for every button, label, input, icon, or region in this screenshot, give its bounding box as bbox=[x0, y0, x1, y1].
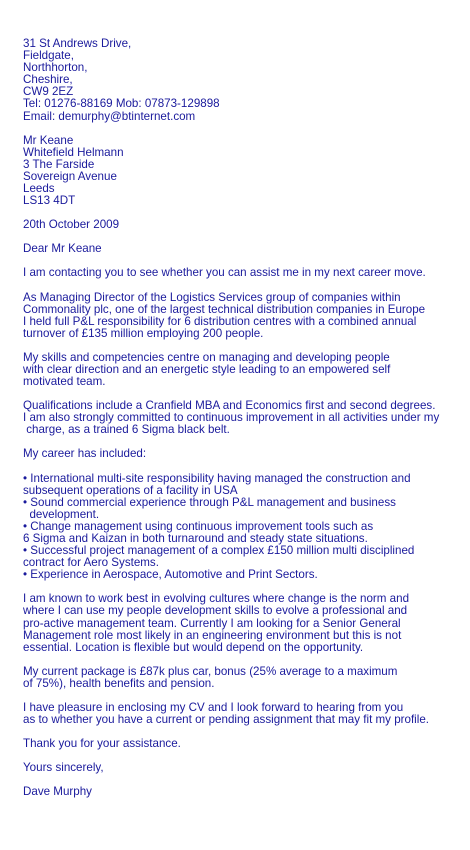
paragraph-intro bbox=[23, 267, 463, 279]
recipient-address bbox=[23, 135, 463, 208]
career-heading: My career has included: bbox=[23, 447, 147, 461]
list-item: development. bbox=[23, 507, 100, 521]
list-item: 6 Sigma and Kaizan in both turnaround and steady state situations. bbox=[23, 532, 368, 545]
list-item: • Successful project management of a complex £150 million multi disciplined bbox=[23, 544, 415, 558]
salutation: Dear Mr Keane bbox=[23, 242, 102, 256]
paragraph-line: with clear direction and an energetic style leading to an empowered self bbox=[23, 362, 391, 376]
recipient-name: Mr Keane bbox=[23, 133, 74, 147]
sender-locality: Fieldgate, bbox=[23, 49, 74, 63]
recipient-postcode: LS13 4DT bbox=[23, 194, 76, 208]
thanks-line: Thank you for your assistance. bbox=[23, 737, 181, 751]
sender-town: Northhorton, bbox=[23, 61, 88, 75]
recipient-city: Leeds bbox=[23, 182, 55, 196]
letter-date: 20th October 2009 bbox=[23, 218, 120, 232]
paragraph-line: essential. Location is flexible but would depend on the opportunity. bbox=[23, 640, 364, 654]
cover-letter bbox=[23, 38, 463, 799]
sender-street: 31 St Andrews Drive, bbox=[23, 37, 132, 50]
list-item: contract for Aero Systems. bbox=[23, 556, 159, 570]
list-item: • International multi-site responsibility having managed the construction and bbox=[23, 471, 411, 485]
recipient-street: 3 The Farside bbox=[23, 157, 95, 171]
paragraph-line: Qualifications include a Cranfield MBA and Economics first and second degrees. bbox=[23, 399, 436, 413]
paragraph-line: motivated team. bbox=[23, 375, 106, 389]
paragraph-line: I have pleasure in enclosing my CV and I look forward to hearing from you bbox=[23, 701, 404, 715]
paragraph-line: as to whether you have a current or pending assignment that may fit my profile. bbox=[23, 713, 429, 727]
paragraph-line: turnover of £135 million employing 200 people. bbox=[23, 326, 264, 340]
paragraph-line: of 75%), health benefits and pension. bbox=[23, 676, 215, 690]
signature-name: Dave Murphy bbox=[23, 785, 92, 799]
paragraph-skills bbox=[23, 352, 463, 388]
paragraph-role bbox=[23, 292, 463, 340]
paragraph-culture bbox=[23, 593, 463, 653]
paragraph-qualifications bbox=[23, 400, 463, 436]
recipient-avenue: Sovereign Avenue bbox=[23, 169, 117, 183]
paragraph-enclosure bbox=[23, 702, 463, 726]
paragraph-line: I held full P&L responsibility for 6 distribution centres with a combined annual bbox=[23, 314, 417, 328]
paragraph-line: My skills and competencies centre on managing and developing people bbox=[23, 350, 390, 364]
sender-address bbox=[23, 38, 463, 123]
paragraph-line: where I can use my people development skills to evolve a professional and bbox=[23, 604, 408, 618]
paragraph-line: I am contacting you to see whether you can assist me in my next career move. bbox=[23, 266, 426, 280]
sender-postcode: CW9 2EZ bbox=[23, 85, 74, 99]
paragraph-line: My current package is £87k plus car, bonus (25% average to a maximum bbox=[23, 664, 398, 678]
paragraph-line: Commonality plc, one of the largest technical distribution companies in Europe bbox=[23, 302, 426, 316]
paragraph-package bbox=[23, 666, 463, 690]
list-item: • Sound commercial experience through P&L management and business bbox=[23, 495, 396, 509]
paragraph-line: I am also strongly committed to continuous improvement in all activities under my bbox=[23, 411, 440, 425]
career-list bbox=[23, 473, 463, 582]
sender-county: Cheshire, bbox=[23, 73, 73, 87]
paragraph-line: pro-active management team. Currently I am looking for a Senior General bbox=[23, 616, 401, 630]
list-item: subsequent operations of a facility in USA bbox=[23, 483, 238, 497]
spacer bbox=[23, 123, 463, 135]
paragraph-line: charge, as a trained 6 Sigma black belt. bbox=[23, 423, 230, 437]
sender-phone: Tel: 01276-88169 Mob: 07873-129898 bbox=[23, 97, 220, 111]
paragraph-line: Management role most likely in an engineering environment but this is not bbox=[23, 628, 402, 642]
spacer bbox=[23, 461, 463, 473]
recipient-company: Whitefield Helmann bbox=[23, 145, 124, 159]
sender-email: Email: demurphy@btinternet.com bbox=[23, 109, 196, 123]
spacer bbox=[23, 280, 463, 292]
list-item: • Change management using continuous improvement tools such as bbox=[23, 519, 374, 533]
paragraph-line: As Managing Director of the Logistics Services group of companies within bbox=[23, 290, 401, 304]
closing-line: Yours sincerely, bbox=[23, 761, 104, 775]
paragraph-line: I am known to work best in evolving cultures where change is the norm and bbox=[23, 592, 410, 606]
list-item: • Experience in Aerospace, Automotive and Print Sectors. bbox=[23, 568, 318, 582]
